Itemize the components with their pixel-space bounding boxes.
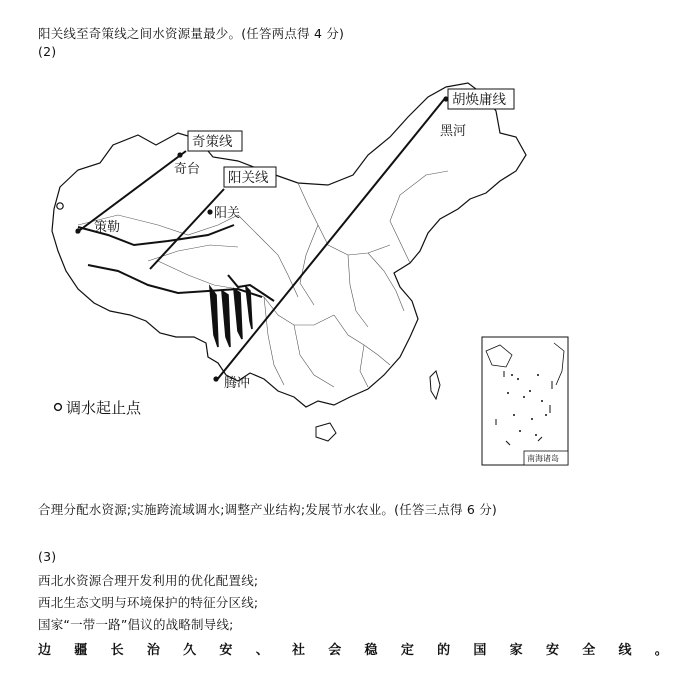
answer-2-body: 合理分配水资源;实施跨流域调水;调整产业结构;发展节水农业。(任答三点得 6 分) [38, 502, 497, 517]
answer-3-line-4-char: 治 [146, 643, 160, 658]
heihe-label: 黑河 [440, 124, 467, 139]
tengchong-label: 腾冲 [224, 376, 251, 391]
south-china-sea-inset [482, 337, 568, 465]
answer-3-line-4-char: 国 [473, 643, 487, 658]
part-2-marker: (2) [38, 44, 57, 59]
qice-line [76, 151, 186, 233]
qice-label: 奇策线 [192, 134, 233, 150]
huhuanyong-label: 胡焕庸线 [452, 92, 506, 108]
yangguan-place-label: 阳关 [214, 206, 241, 221]
cele-point [75, 228, 80, 233]
huhuanyong-label-box [448, 89, 514, 109]
hengduan-mountains [210, 287, 252, 347]
huhuanyong-line [216, 97, 446, 381]
answer-3-line-4 [38, 639, 668, 658]
answer-3-line-4-char: 社 [291, 643, 305, 658]
inset-title: 南海诸岛 [527, 454, 559, 463]
china-map-figure [38, 75, 583, 470]
cele-label: 策勒 [94, 220, 121, 235]
yangguan-label: 阳关线 [228, 170, 269, 186]
answer-3-line-4-char: 稳 [364, 643, 378, 658]
mountain-ranges [78, 225, 274, 301]
qitai-label: 奇台 [174, 162, 201, 177]
qitai-point [177, 152, 182, 157]
yangguan-line [150, 189, 224, 269]
legend-endpoint-icon [55, 404, 62, 411]
hainan-island [316, 423, 336, 441]
answer-3-line-4-char: 家 [509, 643, 523, 658]
answer-3-line-4-char: 安 [219, 643, 233, 658]
answer-3-line-4-char: 全 [582, 643, 596, 658]
qice-label-box [188, 131, 242, 151]
yangguan-point [207, 209, 212, 214]
answer-3-line-4-char: 线 [618, 643, 632, 658]
answer-2-prefix: 阳关线至奇策线之间水资源量最少。(任答两点得 4 分) [38, 26, 345, 41]
west-endpoint-marker [57, 203, 63, 209]
part-3-marker: (3) [38, 549, 57, 564]
answer-3-line-2: 西北生态文明与环境保护的特征分区线; [38, 595, 259, 610]
answer-3-line-4-char: 定 [400, 643, 414, 658]
yangguan-label-box [224, 167, 276, 187]
legend-label: 调水起止点 [66, 399, 142, 417]
answer-3-line-4-char: 会 [328, 643, 342, 658]
answer-3-line-4-char: 。 [654, 643, 668, 658]
answer-3-line-4-char: 久 [183, 643, 197, 658]
answer-3-line-4-char: 疆 [74, 643, 88, 658]
answer-3-line-3: 国家“一带一路”倡议的战略制导线; [38, 617, 234, 632]
answer-3-line-4-char: 长 [110, 643, 124, 658]
answer-3-line-4-char: 的 [437, 643, 451, 658]
answer-3-line-4-char: 边 [38, 643, 52, 658]
answer-3-line-4-char: 安 [545, 643, 559, 658]
tengchong-point [213, 376, 218, 381]
answer-3-line-1: 西北水资源合理开发利用的优化配置线; [38, 573, 259, 588]
answer-3-line-4-char: 、 [255, 643, 269, 658]
taiwan-island [430, 371, 440, 399]
